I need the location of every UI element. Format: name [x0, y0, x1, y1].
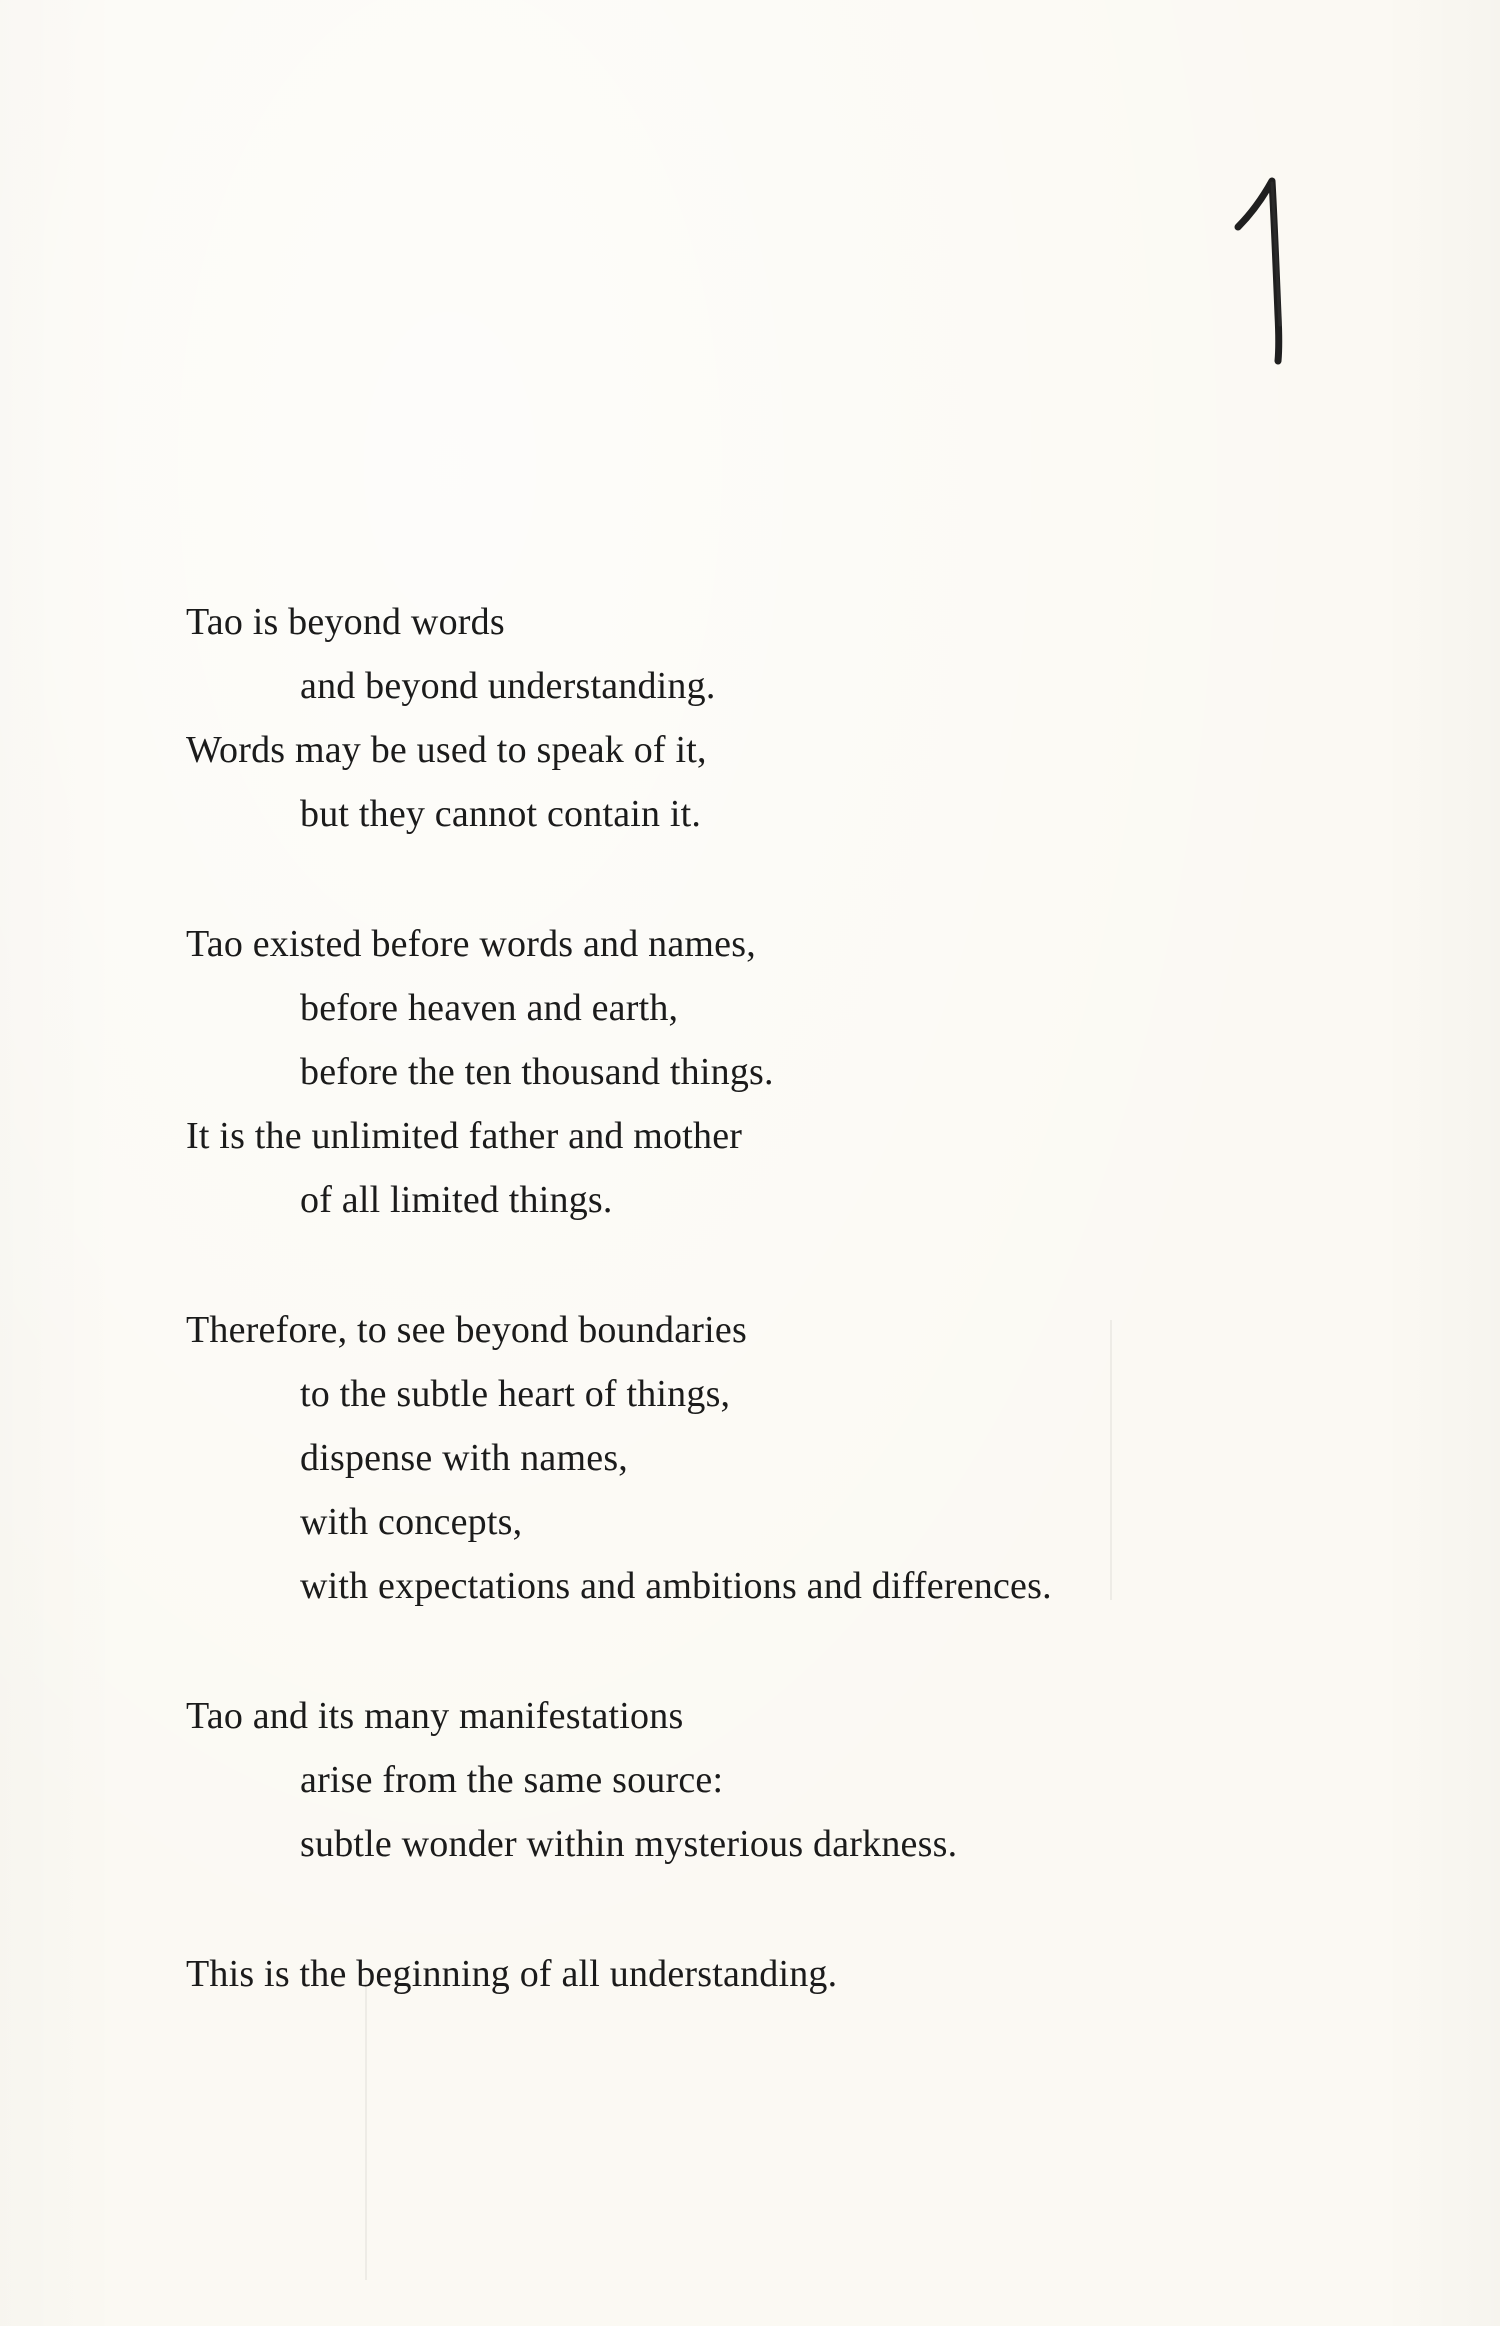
chapter-number — [1232, 175, 1302, 365]
poem-line: Tao existed before words and names, — [186, 923, 756, 965]
poem-line: and beyond understanding. — [300, 665, 716, 707]
stanza — [186, 1942, 1386, 2006]
poem-line: Tao and its many manifestations — [186, 1695, 684, 1737]
poem-line: This is the beginning of all understanding. — [186, 1953, 838, 1995]
poem-line: before the ten thousand things. — [300, 1051, 774, 1093]
poem-line: It is the unlimited father and mother — [186, 1115, 743, 1157]
poem-line: with concepts, — [300, 1501, 523, 1543]
poem-line: of all limited things. — [300, 1179, 613, 1221]
stanza — [186, 912, 1386, 1232]
poem-line: dispense with names, — [300, 1437, 629, 1479]
poem-line: with expectations and ambitions and differences. — [300, 1565, 1052, 1607]
poem-line: before heaven and earth, — [300, 987, 679, 1029]
poem-line: but they cannot contain it. — [300, 793, 702, 835]
poem-line: Therefore, to see beyond boundaries — [186, 1309, 747, 1351]
stanza — [186, 1684, 1386, 1876]
poem — [186, 590, 1386, 2072]
poem-line: Words may be used to speak of it, — [186, 729, 707, 771]
stanza — [186, 1298, 1386, 1618]
poem-line: arise from the same source: — [300, 1759, 724, 1801]
poem-line: subtle wonder within mysterious darkness. — [300, 1823, 958, 1865]
poem-line: to the subtle heart of things, — [300, 1373, 731, 1415]
stanza — [186, 590, 1386, 846]
poem-line: Tao is beyond words — [186, 601, 505, 643]
handwritten-one-glyph — [1232, 175, 1302, 365]
